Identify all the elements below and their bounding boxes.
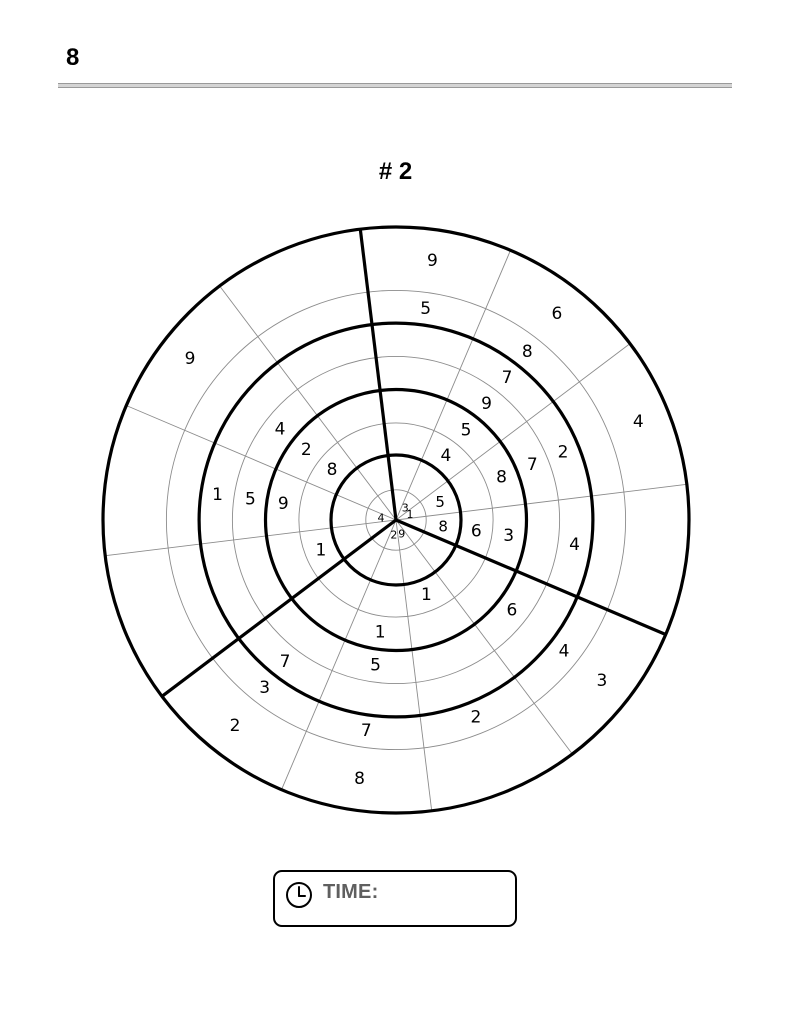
cell-digit: 4 (274, 419, 286, 440)
sector-line (396, 517, 572, 754)
sector-line (396, 344, 630, 520)
cell-digit: 9 (398, 527, 406, 541)
cell-digit: 8 (326, 460, 338, 481)
cell-digit: 6 (470, 521, 482, 542)
cell-digit: 3 (401, 501, 409, 515)
cell-digit: 1 (212, 484, 223, 505)
cell-digit: 5 (460, 420, 472, 441)
cell-digit: 7 (526, 454, 538, 475)
cell-digit: 9 (184, 349, 196, 370)
cell-digit: 8 (438, 517, 448, 536)
cell-digit: 6 (506, 600, 518, 621)
cell-digit: 2 (300, 439, 312, 460)
cell-digit: 3 (596, 670, 608, 691)
cell-digit: 5 (435, 493, 445, 512)
sector-line (396, 520, 432, 811)
block-divider-line (360, 229, 396, 520)
cell-digit: 4 (632, 412, 644, 433)
time-label: TIME: (323, 881, 379, 903)
puzzle-title: # 2 (378, 158, 413, 185)
cell-digit: 1 (315, 540, 327, 561)
cell-digit: 8 (521, 342, 533, 362)
cell-digit: 6 (551, 304, 563, 325)
cell-digit: 8 (496, 467, 507, 488)
cell-digit: 1 (406, 507, 414, 521)
cell-digit: 7 (360, 721, 372, 742)
cell-digit: 2 (390, 528, 398, 542)
clock-icon (285, 881, 313, 909)
cell-digit: 5 (420, 298, 432, 319)
cell-digit: 7 (279, 652, 291, 672)
cell-digit: 4 (440, 446, 452, 467)
time-entry-box[interactable] (273, 870, 517, 927)
cell-digit: 2 (229, 715, 241, 736)
cell-digit: 4 (377, 511, 385, 525)
cell-digit: 5 (370, 655, 381, 676)
cell-digit: 2 (557, 442, 569, 463)
cell-digit: 5 (244, 489, 256, 510)
page-number: 8 (66, 44, 80, 71)
sector-line (105, 520, 396, 556)
cell-digit: 4 (558, 641, 570, 662)
cell-digit: 9 (481, 394, 492, 415)
cell-digit: 4 (569, 535, 580, 556)
cell-digit: 8 (354, 768, 366, 789)
cell-digit: 9 (277, 494, 289, 515)
cell-digit: 1 (420, 585, 432, 606)
cell-digit: 1 (374, 622, 386, 643)
cell-digit: 3 (259, 678, 271, 698)
cell-digit: 9 (426, 251, 438, 272)
cell-digit: 7 (501, 368, 513, 388)
cell-digit: 2 (470, 707, 482, 728)
cell-digit: 3 (503, 525, 515, 546)
sector-line (220, 286, 396, 520)
